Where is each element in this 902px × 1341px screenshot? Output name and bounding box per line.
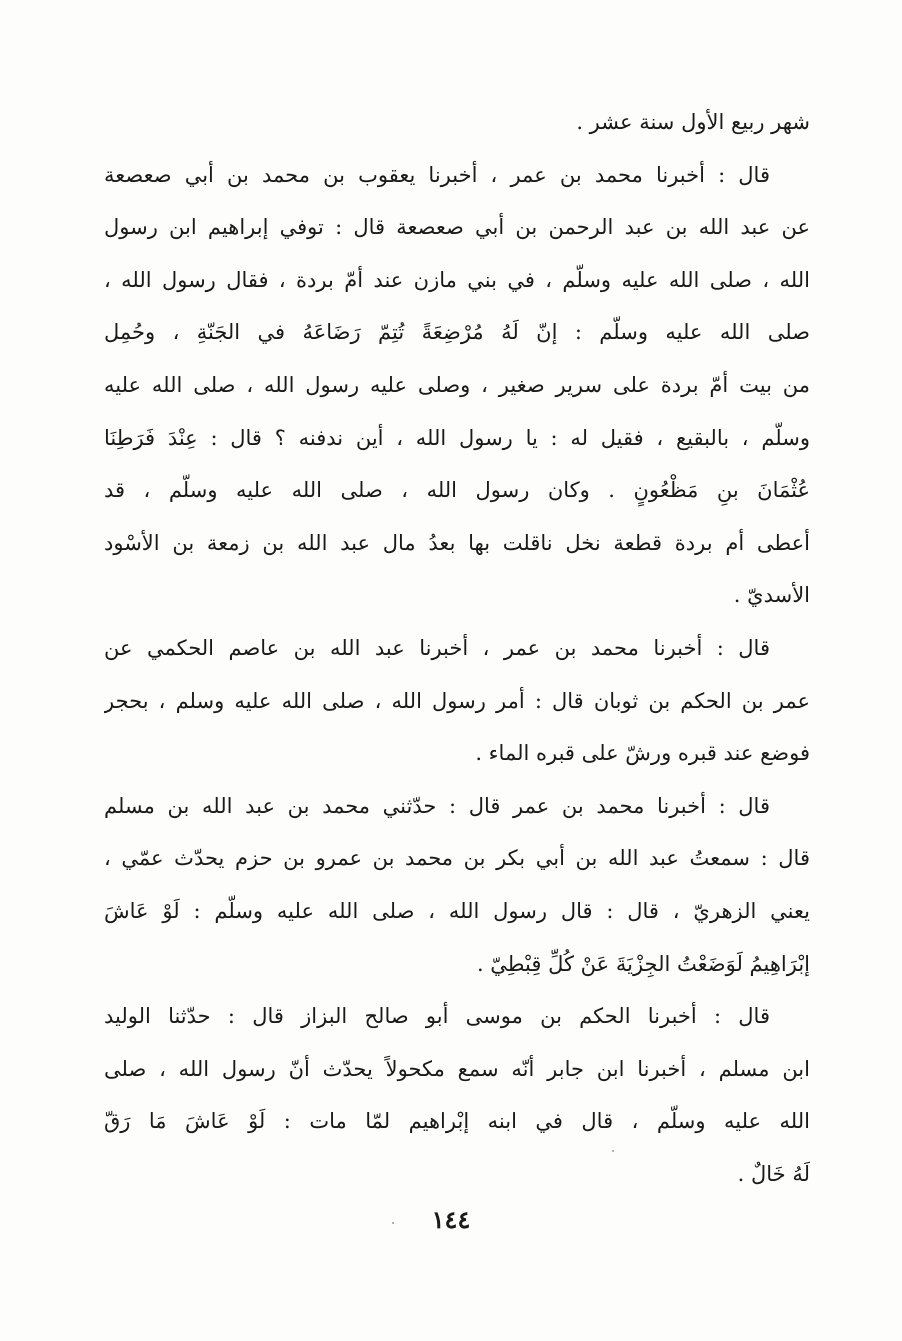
text-line: الله عليه وسلّم ، قال في ابنه إبْراهيم لمّا مات : لَوْ عَاشَ مَا رَقّ <box>104 1109 810 1134</box>
text-line: قال : أخبرنا محمد بن عمر ، أخبرنا عبد الله بن عاصم الحكمي عن <box>104 635 770 660</box>
text-line: عمر بن الحكم بن ثوبان قال : أمر رسول الله ، صلى الله عليه وسلم ، بحجر <box>104 688 810 713</box>
text-line: الله ، صلى الله عليه وسلّم ، في بني مازن عند أمّ بردة ، فقال رسول الله ، <box>104 267 810 292</box>
text-line: عن عبد الله بن عبد الرحمن بن أبي صعصعة قال : توفي إبراهيم ابن رسول <box>104 215 810 240</box>
text-line: فوضع عند قبره ورشّ على قبره الماء . <box>475 741 810 766</box>
text-line: قال : أخبرنا الحكم بن موسى أبو صالح البزاز قال : حدّثنا الوليد <box>104 1004 770 1029</box>
text-line: ابن مسلم ، أخبرنا ابن جابر أنّه سمع مكحولاً يحدّث أنّ رسول الله ، صلى <box>104 1056 810 1081</box>
text-line: إبْرَاهِيمُ لَوَضَعْتُ الجِزْيَةَ عَنْ كُلِّ قِبْطِيّ . <box>476 951 810 976</box>
text-line: قال : أخبرنا محمد بن عمر قال : حدّثني محمد بن عبد الله بن مسلم <box>104 793 770 818</box>
scan-speck <box>392 1222 394 1224</box>
text-line: شهر ربيع الأول سنة عشر . <box>576 110 810 134</box>
text-line: وسلّم ، بالبقيع ، فقيل له : يا رسول الله ، أين ندفنه ؟ قال : عِنْدَ فَرَطِنَا <box>104 425 810 450</box>
body-text <box>104 96 810 1200</box>
text-line: يعني الزهريّ ، قال : قال رسول الله ، صلى الله عليه وسلّم : لَوْ عَاشَ <box>104 898 810 923</box>
text-line: قال : سمعتُ عبد الله بن أبي بكر بن محمد بن عمرو بن حزم يحدّث عمّي ، <box>104 846 810 871</box>
scan-speck <box>612 1150 614 1152</box>
text-line: صلى الله عليه وسلّم : إنّ لَهُ مُرْضِعَةً تُتِمّ رَضَاعَهُ في الجَنّةِ ، وحُمِل <box>104 320 810 345</box>
text-line: أعطى أم بردة قطعة نخل ناقلت بها بعدُ مال عبد الله بن زمعة بن الأسْود <box>104 530 810 555</box>
text-line: قال : أخبرنا محمد بن عمر ، أخبرنا يعقوب بن محمد بن أبي صعصعة <box>104 162 770 187</box>
text-line: عُثْمَانَ بنِ مَظْعُونٍ . وكان رسول الله ، صلى الله عليه وسلّم ، قد <box>104 478 810 503</box>
page-number: ١٤٤ <box>431 1205 471 1234</box>
text-line: لَهُ خَالٌ . <box>737 1161 810 1186</box>
text-line: من بيت أمّ بردة على سرير صغير ، وصلى عليه رسول الله ، صلى الله عليه <box>104 372 810 397</box>
text-line: الأسديّ . <box>733 583 810 608</box>
